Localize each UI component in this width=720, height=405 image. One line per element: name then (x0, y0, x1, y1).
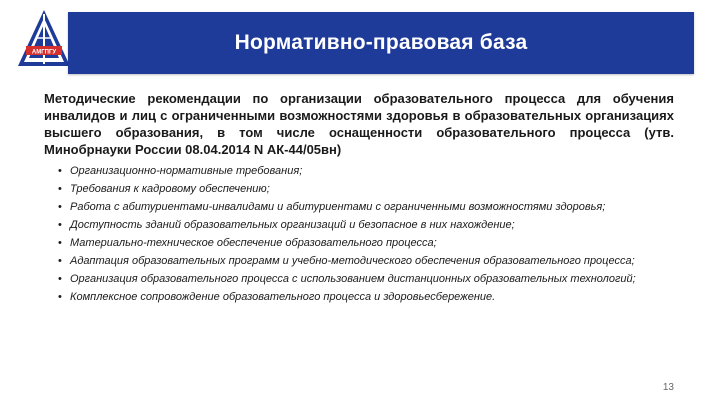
list-item: • Комплексное сопровождение образовательного процесса и здоровьесбережение. (58, 291, 496, 303)
list-item: • Материально-техническое обеспечение образовательного процесса; (58, 237, 437, 249)
requirements-list (44, 164, 674, 304)
page-title: Нормативно-правовая база (234, 31, 528, 54)
svg-text:АМГПГУ: АМГПГУ (31, 49, 57, 56)
list-item: • Работа с абитуриентами-инвалидами и абитуриентами с ограниченными возможностями здоровья; (58, 201, 606, 213)
page-number: 13 (662, 382, 674, 393)
list-item: • Доступность зданий образовательных организаций и безопасное в них нахождение; (58, 219, 515, 231)
list-item: • Организация образовательного процесса с использованием дистанционных образовательных технологий; (58, 273, 636, 285)
intro-paragraph: Методические рекомендации по организации образовательного процесса для обучения инвалидов и лиц с ограниченными возможностями здоровья в образовательных организациях высшего образования, в том числе оснащенности образовательного процесса (утв. Минобрнауки России 08.04.2014 N АК-44/05вн) (44, 91, 674, 157)
main-content (44, 90, 674, 308)
list-item: • Требования к кадровому обеспечению; (58, 183, 270, 195)
list-item: • Организационно-нормативные требования; (58, 165, 303, 177)
university-logo (14, 8, 74, 76)
list-item: • Адаптация образовательных программ и учебно-методического обеспечения образовательного процесса; (58, 255, 635, 267)
